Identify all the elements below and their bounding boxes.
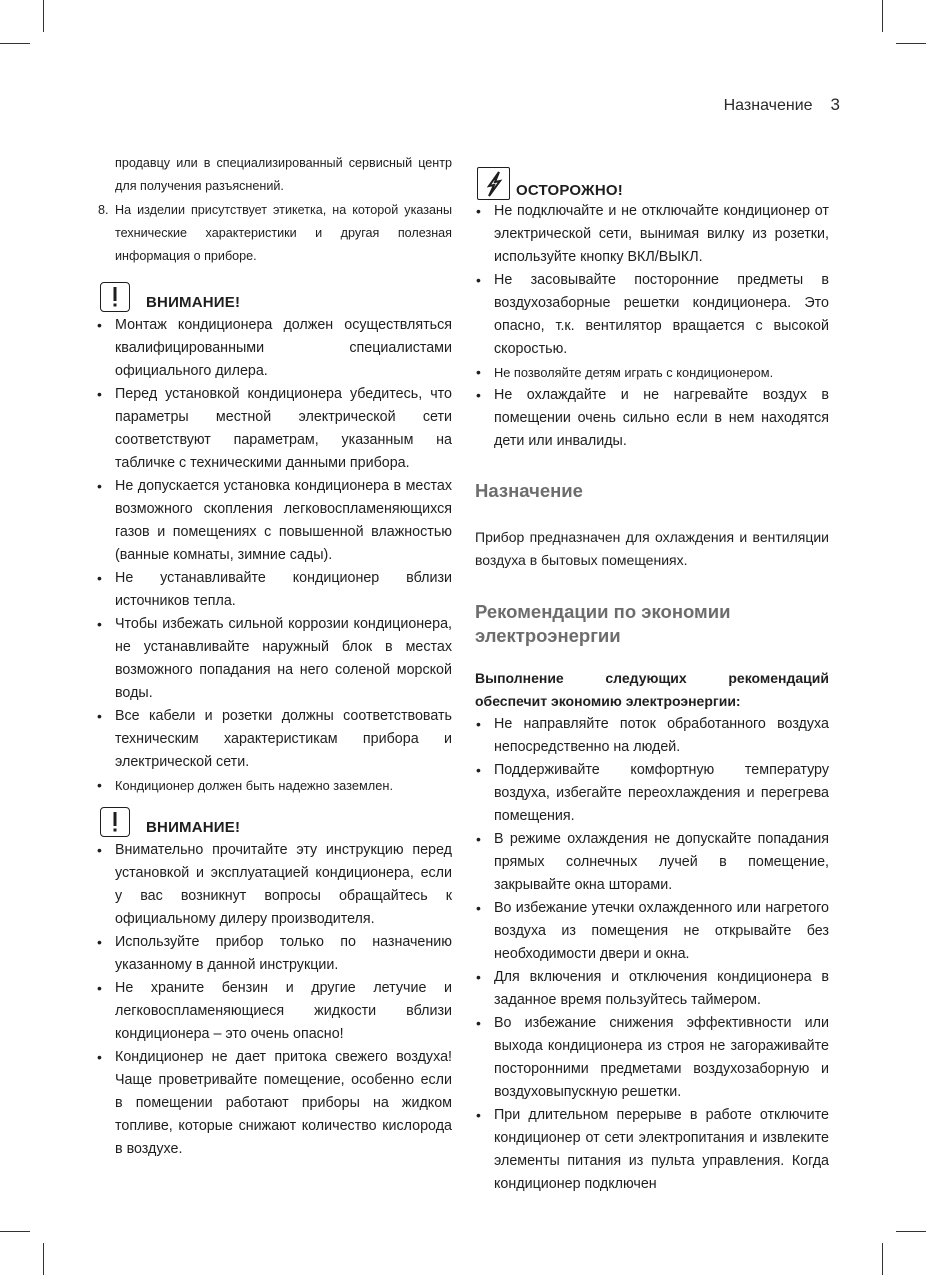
page-number: 3 <box>830 95 840 114</box>
section-heading-purpose: Назначение <box>475 480 583 501</box>
numbered-item-8 <box>96 199 452 268</box>
section-heading-energy <box>475 600 829 648</box>
left-column <box>96 152 452 1161</box>
list-item: • Не охлаждайте и не нагревайте воздух в помещении очень сильно если в нем находятся дети или инвалиды. <box>475 384 829 453</box>
energy-tips-list <box>475 713 829 1196</box>
purpose-paragraph: Прибор предназначен для охлаждения и вентиляции воздуха в бытовых помещениях. <box>475 529 829 568</box>
list-item: • Не засовывайте посторонние предметы в воздухозаборные решетки кондиционера. Это опасно, т.к. вентилятор вращается с высокой скоростью. <box>475 269 829 361</box>
list-item: • Не храните бензин и другие летучие и легковоспламеняющиеся жидкости вблизи кондиционера – это очень опасно! <box>96 977 452 1046</box>
energy-heading-line-2: электроэнергии <box>475 625 621 646</box>
list-item: • Не подключайте и не отключайте кондиционер от электрической сети, вынимая вилку из розетки, используйте кнопку ВКЛ/ВЫКЛ. <box>475 200 829 269</box>
warning-notice-1 <box>96 276 452 312</box>
running-header <box>724 95 840 115</box>
warning-notice-2 <box>96 801 452 837</box>
list-item: • Перед установкой кондиционера убедитесь, что параметры местной электрической сети соответствуют параметрам, указанным на табличке с техническими данными прибора. <box>96 383 452 475</box>
caution-label: ОСТОРОЖНО! <box>516 182 623 199</box>
item-text: На изделии присутствует этикетка, на которой указаны технические характеристики и другая полезная информация о приборе. <box>115 203 452 263</box>
list-item: • В режиме охлаждения не допускайте попадания прямых солнечных лучей в помещение, закрывайте окна шторами. <box>475 828 829 897</box>
crop-mark <box>43 0 44 32</box>
crop-mark <box>882 1243 883 1275</box>
list-item: • Чтобы избежать сильной коррозии кондиционера, не устанавливайте наружный блок в местах возможного попадания на него соленой морской воды. <box>96 613 452 705</box>
list-item: • Не допускается установка кондиционера в местах возможного скопления легковоспламеняющихся газов и помещениях с повышенной влажностью (ванные комнаты, зимние сады). <box>96 475 452 567</box>
list-item: • Для включения и отключения кондиционера в заданное время пользуйтесь таймером. <box>475 966 829 1012</box>
exclamation-icon <box>100 807 130 837</box>
list-item: • Во избежание утечки охлажденного или нагретого воздуха из помещения не открывайте без необходимости двери и окна. <box>475 897 829 966</box>
warning-label: ВНИМАНИЕ! <box>146 819 241 836</box>
list-item: • Не устанавливайте кондиционер вблизи источников тепла. <box>96 567 452 613</box>
list-item: • Внимательно прочитайте эту инструкцию перед установкой и эксплуатацией кондиционера, если у вас возникнут вопросы обращайтесь к официальному дилеру производителя. <box>96 839 452 931</box>
list-item: • При длительном перерыве в работе отключите кондиционер от сети электропитания и извлеките элементы питания из пульта управления. Когда кондиционер подключен <box>475 1104 829 1196</box>
list-item: • Монтаж кондиционера должен осуществляться квалифицированными специалистами официального дилера. <box>96 314 452 383</box>
warning-list-1 <box>96 314 452 797</box>
list-item: • Кондиционер не дает притока свежего воздуха! Чаще проветривайте помещение, особенно если в помещении работают приборы на жидком топливе, которые снижают количество кислорода в воздухе. <box>96 1046 452 1161</box>
list-item: • Кондиционер должен быть надежно заземлен. <box>96 774 452 797</box>
crop-mark <box>0 43 30 44</box>
list-item: • Во избежание снижения эффективности или выхода кондиционера из строя не загораживайте посторонними предметами воздухозаборную и воздуховыпускную решетки. <box>475 1012 829 1104</box>
exclamation-icon <box>100 282 130 312</box>
electric-shock-icon <box>477 167 510 200</box>
list-item: • Все кабели и розетки должны соответствовать техническим характеристикам прибора и электрической сети. <box>96 705 452 774</box>
intro-paragraph: продавцу или в специализированный сервисный центр для получения разъяснений. <box>115 156 452 193</box>
caution-notice <box>475 160 829 200</box>
crop-mark <box>896 43 926 44</box>
list-item: • Не направляйте поток обработанного воздуха непосредственно на людей. <box>475 713 829 759</box>
item-number: 8. <box>98 203 109 217</box>
warning-label: ВНИМАНИЕ! <box>146 294 241 311</box>
right-column <box>475 152 829 1196</box>
list-item: • Поддерживайте комфортную температуру воздуха, избегайте переохлаждения и перегрева помещения. <box>475 759 829 828</box>
crop-mark <box>882 0 883 32</box>
energy-heading-line-1: Рекомендации по экономии <box>475 601 731 622</box>
crop-mark <box>43 1243 44 1275</box>
caution-list <box>475 200 829 453</box>
header-section-title: Назначение <box>723 97 813 114</box>
list-item: • Не позволяйте детям играть с кондиционером. <box>475 361 829 384</box>
crop-mark <box>0 1231 30 1232</box>
crop-mark <box>896 1231 926 1232</box>
energy-lead-paragraph: Выполнение следующих рекомендаций обеспечит экономию электроэнергии: <box>475 670 829 709</box>
warning-list-2 <box>96 839 452 1161</box>
list-item: • Используйте прибор только по назначению указанному в данной инструкции. <box>96 931 452 977</box>
